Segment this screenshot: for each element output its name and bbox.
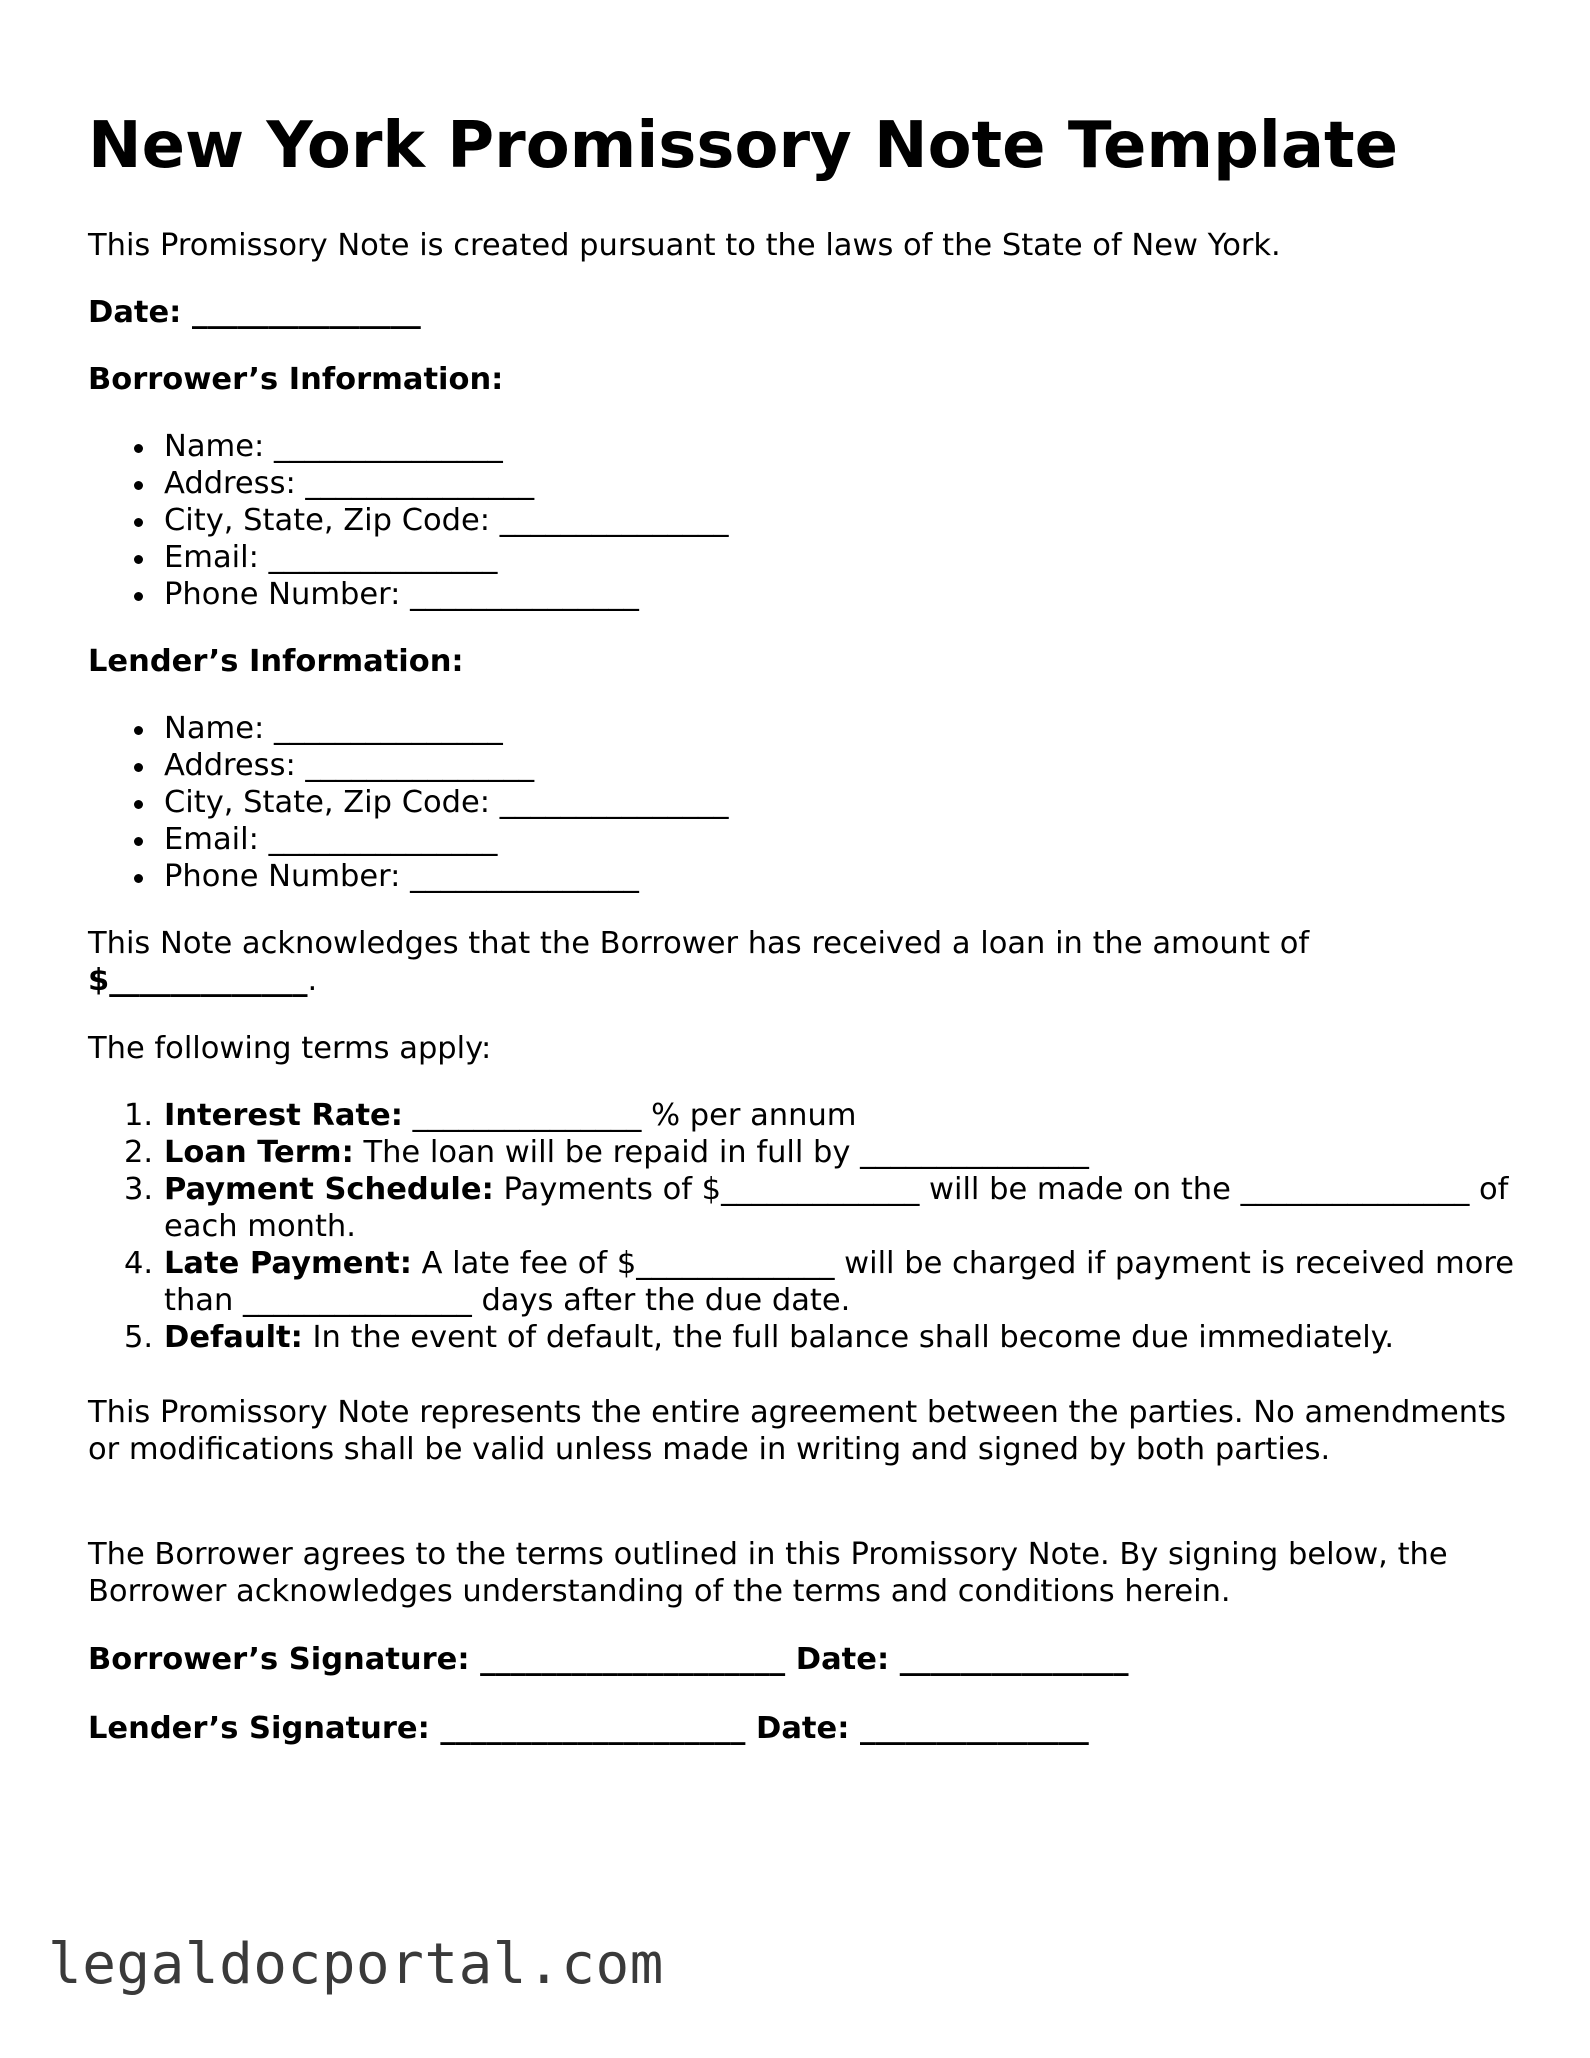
watermark-logo: legaldocportal.com (48, 1932, 664, 1997)
terms-intro: The following terms apply: (88, 1031, 492, 1066)
term-label: Default: (164, 1320, 303, 1355)
bullet-icon (134, 444, 143, 453)
borrower-email-field: Email: _______________ (164, 540, 498, 575)
term-number: 1. (124, 1098, 154, 1133)
term-number: 2. (124, 1135, 154, 1170)
loan-amount-text: This Note acknowledges that the Borrower has received a loan in the amount of (88, 926, 1310, 961)
list-item (88, 428, 1508, 465)
loan-amount-blank: $_____________ (88, 963, 308, 998)
term-label: Payment Schedule: (164, 1172, 494, 1207)
term-number: 3. (124, 1172, 154, 1207)
bullet-icon (134, 800, 143, 809)
list-item (88, 784, 1508, 821)
term-text: _______________ % per annum (402, 1098, 857, 1133)
term-text: The loan will be repaid in full by _______________ (353, 1135, 1089, 1170)
borrower-name-field: Name: _______________ (164, 429, 503, 464)
lender-phone-field: Phone Number: _______________ (164, 859, 639, 894)
bullet-icon (134, 763, 143, 772)
term-number: 4. (124, 1246, 154, 1281)
list-item (88, 1245, 1559, 1319)
bullet-icon (134, 837, 143, 846)
term-number: 5. (124, 1320, 154, 1355)
borrower-address-field: Address: _______________ (164, 466, 535, 501)
term-text: A late fee of $_____________ will be charged if payment is received more than _______________ days after the due date. (164, 1246, 1515, 1318)
bullet-icon (134, 726, 143, 735)
lender-name-field: Name: _______________ (164, 711, 503, 746)
list-item (88, 858, 1508, 895)
loan-amount-paragraph (88, 925, 1508, 999)
lender-city-field: City, State, Zip Code: _______________ (164, 785, 729, 820)
term-label: Late Payment: (164, 1246, 412, 1281)
list-item (88, 1171, 1559, 1245)
borrower-city-field: City, State, Zip Code: _______________ (164, 503, 729, 538)
borrower-signature-line: Borrower’s Signature: ____________________ Date: _______________ (88, 1642, 1129, 1677)
bullet-icon (134, 592, 143, 601)
list-item (88, 576, 1508, 613)
borrower-heading: Borrower’s Information: (88, 362, 504, 397)
bullet-icon (134, 874, 143, 883)
list-item (88, 1319, 1559, 1356)
borrower-info-list (88, 428, 1508, 613)
lender-info-list (88, 710, 1508, 895)
lender-address-field: Address: _______________ (164, 748, 535, 783)
lender-heading: Lender’s Information: (88, 644, 464, 679)
term-label: Loan Term: (164, 1135, 354, 1170)
lender-email-field: Email: _______________ (164, 822, 498, 857)
term-text: Payments of $_____________ will be made on the _______________ of each month. (164, 1172, 1509, 1244)
entire-agreement-paragraph: This Promissory Note represents the entire agreement between the parties. No amendments or modifications shall be valid unless made in writing and signed by both parties. (88, 1395, 1506, 1467)
bullet-icon (134, 481, 143, 490)
lender-signature-line: Lender’s Signature: ____________________ Date: _______________ (88, 1711, 1089, 1746)
term-text: In the event of default, the full balance shall become due immediately. (302, 1320, 1395, 1355)
list-item (88, 539, 1508, 576)
borrower-phone-field: Phone Number: _______________ (164, 577, 639, 612)
loan-amount-period: . (307, 963, 318, 998)
date-line: Date: _______________ (88, 295, 421, 330)
list-item (88, 710, 1508, 747)
list-item (88, 1134, 1559, 1171)
list-item (88, 821, 1508, 858)
list-item (88, 502, 1508, 539)
bullet-icon (134, 518, 143, 527)
terms-list (88, 1097, 1515, 1356)
list-item (88, 1097, 1559, 1134)
list-item (88, 747, 1508, 784)
list-item (88, 465, 1508, 502)
term-label: Interest Rate: (164, 1098, 403, 1133)
acknowledgement-paragraph: The Borrower agrees to the terms outlined in this Promissory Note. By signing below, the Borrower acknowledges understanding of the terms and conditions herein. (88, 1537, 1448, 1609)
page-title: New York Promissory Note Template (88, 109, 1398, 183)
bullet-icon (134, 555, 143, 564)
intro-paragraph: This Promissory Note is created pursuant to the laws of the State of New York. (88, 228, 1281, 263)
